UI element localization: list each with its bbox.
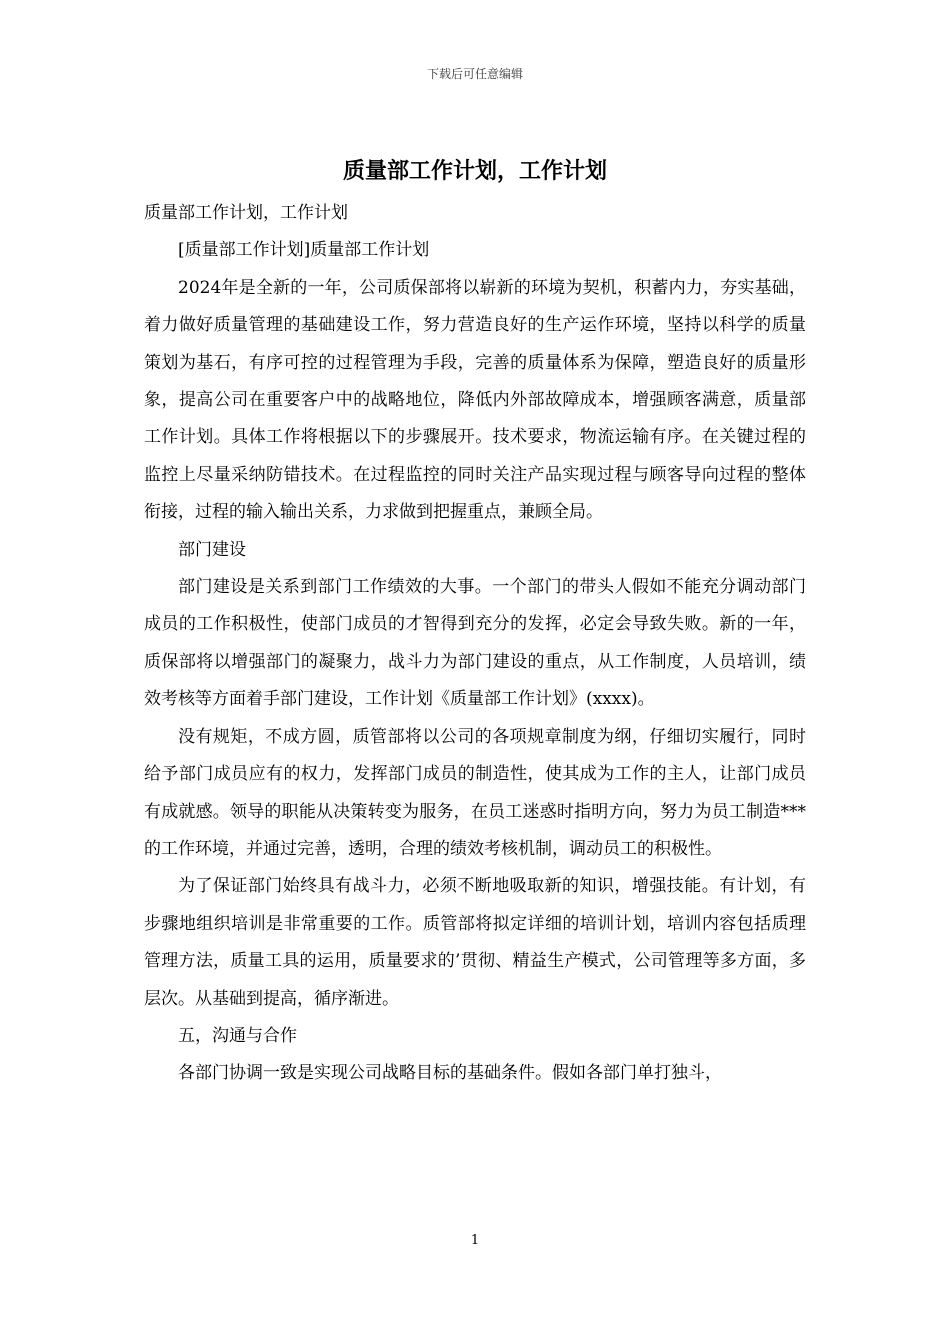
document-title: 质量部工作计划，工作计划 bbox=[342, 158, 607, 184]
document-body bbox=[144, 195, 806, 1093]
rules-paragraph: 没有规矩，不成方圆，质管部将以公司的各项规章制度为纲，仔细切实履行，同时给予部门成员应有的权力，发挥部门成员的制造性，使其成为工作的主人，让部门成员有成就感。领导的职能从决策转变为服务，在员工迷惑时指明方向，努力为员工制造***的工作环境，并通过完善，透明，合理的绩效考核机制，调动员工的积极性。 bbox=[144, 726, 806, 859]
subtitle-line: 质量部工作计划，工作计划 bbox=[144, 203, 348, 223]
section-heading-communication: 五，沟通与合作 bbox=[178, 1025, 297, 1046]
intro-paragraph: 2024年是全新的一年，公司质保部将以崭新的环境为契机，积蓄内力，夯实基础，着力做好质量管理的基础建设工作，努力营造良好的生产运作环境，坚持以科学的质量策划为基石，有序可控的过程管理为手段，完善的质量体系为保障，塑造良好的质量形象，提高公司在重要客户中的战略地位，降低内外部故障成本，增强顾客满意，质量部工作计划。具体工作将根据以下的步骤展开。技术要求，物流运输有序。在关键过程的监控上尽量采纳防错技术。在过程监控的同时关注产品实现过程与顾客导向过程的整体衔接，过程的输入输出关系，力求做到把握重点，兼顾全局。 bbox=[144, 277, 806, 523]
bracket-title-line: [质量部工作计划]质量部工作计划 bbox=[178, 240, 430, 261]
department-paragraph: 部门建设是关系到部门工作绩效的大事。一个部门的带头人假如不能充分调动部门成员的工作积极性，使部门成员的才智得到充分的发挥，必定会导致失败。新的一年，质保部将以增强部门的凝聚力，战斗力为部门建设的重点，从工作制度，人员培训，绩效考核等方面着手部门建设，工作计划《质量部工作计划》(xxxx)。 bbox=[144, 577, 806, 710]
section-heading-department: 部门建设 bbox=[178, 539, 246, 560]
page-header: 下载后可任意编辑 bbox=[426, 67, 523, 81]
training-paragraph: 为了保证部门始终具有战斗力，必须不断地吸取新的知识，增强技能。有计划，有步骤地组织培训是非常重要的工作。质管部将拟定详细的培训计划，培训内容包括质理管理方法，质量工具的运用，质量要求的’贯彻、精益生产模式，公司管理等多方面，多层次。从基础到提高，循序渐进。 bbox=[144, 876, 806, 1009]
page-number: 1 bbox=[470, 1233, 480, 1248]
communication-paragraph: 各部门协调一致是实现公司战略目标的基础条件。假如各部门单打独斗， bbox=[178, 1063, 722, 1084]
